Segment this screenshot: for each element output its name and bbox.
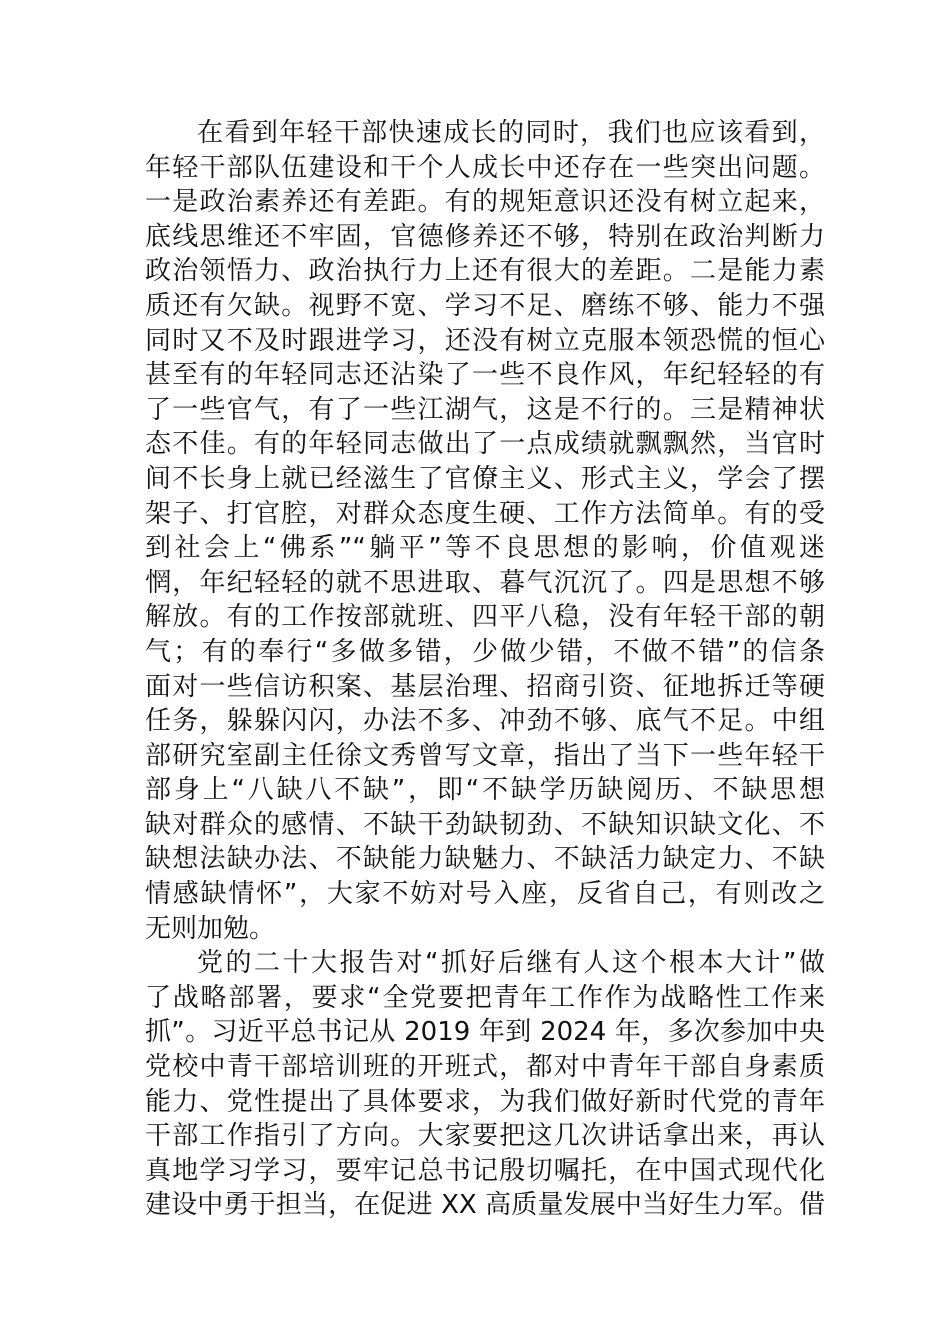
document-body	[145, 116, 825, 1223]
text-line: 党校中青干部培训班的开班式，都对中青年干部自身素质	[145, 1052, 825, 1083]
text-line: 到社会上“佛系”“躺平”等不良思想的影响，价值观迷	[145, 533, 825, 564]
text-line: 情感缺情怀”，大家不妨对号入座，反省自己，有则改之	[145, 879, 825, 910]
text-line: 能力、党性提出了具体要求，为我们做好新时代党的青年	[145, 1086, 825, 1117]
paragraph-2	[145, 946, 825, 1223]
text-line: 部研究室副主任徐文秀曾写文章，指出了当下一些年轻干	[145, 740, 825, 771]
text-line: 解放。有的工作按部就班、四平八稳，没有年轻干部的朝	[145, 602, 825, 633]
text-line: 任务，躲躲闪闪，办法不多、冲劲不够、底气不足。中组	[145, 706, 825, 737]
text-line: 缺对群众的感情、不缺干劲缺韧劲、不缺知识缺文化、不	[145, 809, 825, 840]
text-line: 抓”。习近平总书记从 2019 年到 2024 年，多次参加中央	[145, 1017, 825, 1048]
text-line: 惘，年纪轻轻的就不思进取、暮气沉沉了。四是思想不够	[145, 567, 825, 598]
text-line: 建设中勇于担当，在促进 XX 高质量发展中当好生力军。借	[145, 1190, 825, 1221]
text-line: 甚至有的年轻同志还沾染了一些不良作风，年纪轻轻的有	[145, 360, 825, 391]
text-line: 真地学习学习，要牢记总书记殷切嘱托，在中国式现代化	[145, 1155, 825, 1186]
text-line: 同时又不及时跟进学习，还没有树立克服本领恐慌的恒心	[145, 325, 825, 356]
text-line: 态不佳。有的年轻同志做出了一点成绩就飘飘然，当官时	[145, 429, 825, 460]
text-line: 年轻干部队伍建设和干个人成长中还存在一些突出问题。	[145, 152, 825, 183]
text-line: 气；有的奉行“多做多错，少做少错，不做不错”的信条	[145, 636, 825, 667]
text-line: 缺想法缺办法、不缺能力缺魅力、不缺活力缺定力、不缺	[145, 844, 825, 875]
text-line: 部身上“八缺八不缺”，即“不缺学历缺阅历、不缺思想	[145, 775, 825, 806]
paragraph-1	[145, 116, 825, 946]
text-line: 了一些官气，有了一些江湖气，这是不行的。三是精神状	[145, 394, 825, 425]
text-line: 干部工作指引了方向。大家要把这几次讲话拿出来，再认	[145, 1121, 825, 1152]
text-line: 间不长身上就已经滋生了官僚主义、形式主义，学会了摆	[145, 463, 825, 494]
text-line: 质还有欠缺。视野不宽、学习不足、磨练不够、能力不强	[145, 290, 825, 321]
text-line: 政治领悟力、政治执行力上还有很大的差距。二是能力素	[145, 256, 825, 287]
text-line: 无则加勉。	[145, 913, 276, 944]
text-line: 底线思维还不牢固，官德修养还不够，特别在政治判断力	[145, 221, 825, 252]
text-line: 党的二十大报告对“抓好后继有人这个根本大计”做	[197, 948, 825, 979]
text-line: 面对一些信访积案、基层治理、招商引资、征地拆迁等硬	[145, 671, 825, 702]
text-line: 在看到年轻干部快速成长的同时，我们也应该看到，	[197, 118, 825, 148]
text-line: 架子、打官腔，对群众态度生硬、工作方法简单。有的受	[145, 498, 825, 529]
text-line: 一是政治素养还有差距。有的规矩意识还没有树立起来，	[145, 187, 825, 218]
text-line: 了战略部署，要求“全党要把青年工作作为战略性工作来	[145, 982, 825, 1013]
